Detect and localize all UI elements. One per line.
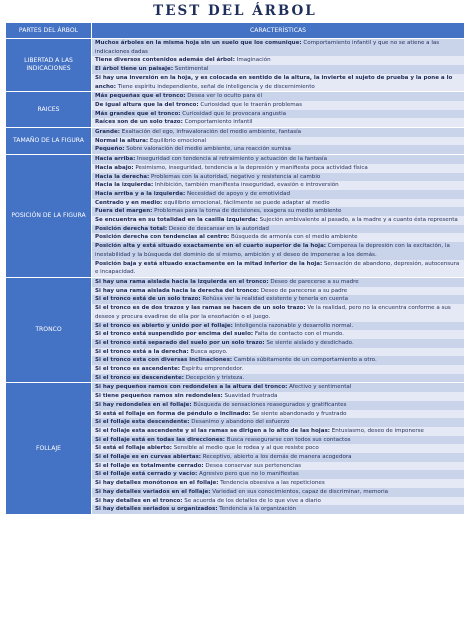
item-condition: Si el follaje es totalmente cerrado:	[95, 462, 204, 469]
item-meaning: Sujeción ambivalente al pasado, a la madre y a cuanto ésta representa	[257, 217, 458, 224]
characteristic-item	[92, 207, 464, 216]
item-meaning: Búsqueda de armonía con el medio ambiente	[229, 234, 358, 241]
item-meaning: Busca apoyo.	[188, 348, 228, 355]
characteristic-item	[92, 92, 464, 101]
document-title: TEST DEL ÁRBOL	[153, 3, 317, 19]
item-meaning: Rehúsa ver la realidad existente y tenerla en cuenta	[200, 296, 348, 303]
item-meaning: Inteligencia razonable y desarrollo normal.	[232, 322, 354, 329]
item-condition: El árbol tiene un paisaje:	[95, 66, 174, 73]
item-condition: Si el tronco es abierto y unido por el follaje:	[95, 322, 233, 329]
item-condition: Si hay redondeles en el follaje:	[95, 401, 192, 408]
item-meaning: Problemas para la toma de decisiones, exagera su medio ambiente	[152, 208, 342, 215]
item-meaning: equilibrio emocional, fácilmente se puede adaptar al medio	[162, 199, 330, 206]
item-condition: Hacia la derecha:	[95, 173, 150, 180]
item-meaning: Comportamiento infantil	[182, 119, 253, 126]
item-meaning: Variedad en sus conocimientos, capaz de discriminar, memoria	[210, 488, 389, 495]
item-condition: Tiene diversos contenidos además del árbol:	[95, 57, 235, 64]
item-condition: Si el tronco está a la derecha:	[95, 348, 189, 355]
characteristic-item	[92, 74, 464, 91]
item-condition: Hacia arriba:	[95, 156, 136, 163]
item-condition: Se encuentra en su totalidad en la casilla izquierda:	[95, 217, 258, 224]
item-meaning: Se siente aislado y desdichado.	[264, 339, 354, 346]
characteristic-item	[92, 242, 464, 259]
item-meaning: Desanimo y abandono del esfuerzo	[189, 419, 290, 426]
item-meaning: Necesidad de apoyo y de emotividad	[185, 190, 290, 197]
characteristic-item	[92, 181, 464, 190]
item-meaning: Tendencia a la organización	[217, 506, 297, 513]
item-meaning: Deseo de parecerse a su madre	[268, 278, 359, 285]
item-meaning: Sobre valoración del medio ambiente, una reacción sumisa	[124, 146, 291, 153]
characteristic-item	[92, 497, 464, 506]
item-meaning: Curiosidad que le provocara angustia	[180, 110, 287, 117]
characteristics-cell	[92, 39, 465, 92]
characteristic-item	[92, 418, 464, 427]
item-meaning: Falta de contacto con el mundo.	[253, 331, 344, 338]
characteristic-item	[92, 155, 464, 164]
item-meaning: Exaltación del ego, infravaloración del medio ambiente, fantasía	[119, 129, 302, 136]
characteristic-item	[92, 39, 464, 56]
item-condition: Si el tronco es de dos trazos y las ramas se hacen de un solo trazo:	[95, 305, 306, 312]
section-raices	[6, 92, 465, 128]
characteristic-item	[92, 216, 464, 225]
characteristic-item	[92, 304, 464, 321]
characteristic-item	[92, 128, 464, 137]
item-meaning: Problemas con la autoridad, negativo y resistencia al cambio	[149, 173, 321, 180]
characteristic-item	[92, 225, 464, 234]
item-meaning: Comportamiento infantil y que no se atiene a las indicaciones dadas	[95, 40, 440, 55]
item-condition: Si hay detalles variados en el follaje:	[95, 488, 211, 495]
item-meaning: Agresivo pero que no lo manifiestas	[197, 471, 299, 478]
item-meaning: Desea ver lo oculto para él	[185, 93, 263, 100]
item-condition: Si el tronco es descendente:	[95, 374, 184, 381]
item-condition: Hacia la izquierda:	[95, 182, 154, 189]
item-condition: Hacia arriba y a la izquierda:	[95, 190, 186, 197]
item-meaning: Pesimismo, inseguridad, tendencia a la depresión y manifiesta poca actividad física	[133, 164, 368, 171]
item-condition: Si está el follaje en forma de péndulo o inclinado:	[95, 410, 251, 417]
table-header-row	[6, 23, 465, 39]
item-condition: Si el follaje está en todas las direcciones:	[95, 436, 225, 443]
item-condition: Si está el follaje abierto:	[95, 445, 172, 452]
characteristic-item	[92, 110, 464, 119]
characteristic-item	[92, 444, 464, 453]
item-condition: Si el tronco esta con diversas inclinaciones:	[95, 357, 233, 364]
category-cell: RAICES	[6, 92, 92, 128]
characteristic-item	[92, 233, 464, 242]
characteristic-item	[92, 190, 464, 199]
characteristic-item	[92, 65, 464, 74]
item-meaning: Ve la realidad, pero no la encuentra conforme a sus deseos y procura evadirse de ella por la ensoñación o el juego.	[95, 305, 451, 320]
characteristics-cell	[92, 92, 465, 128]
item-condition: Hacia abajo:	[95, 164, 134, 171]
characteristic-item	[92, 462, 464, 471]
category-cell: FOLLAJE	[6, 383, 92, 515]
tree-test-table	[5, 22, 465, 515]
characteristic-item	[92, 295, 464, 304]
item-meaning: Deseo de descansar en la autoridad	[167, 225, 269, 232]
characteristics-cell	[92, 155, 465, 278]
item-meaning: Suavidad frustrada	[222, 393, 278, 400]
item-meaning: Espíritu emprendedor.	[179, 366, 244, 373]
item-condition: Si el follaje está cerrado y vacío:	[95, 471, 198, 478]
characteristic-item	[92, 330, 464, 339]
item-meaning: Deseo de parecerse a su padre	[258, 287, 348, 294]
item-condition: Si el tronco está de un solo trazo:	[95, 296, 201, 303]
item-condition: Posición alta y está situado exactamente en el cuarto superior de la hoja:	[95, 243, 327, 250]
item-condition: Pequeño:	[95, 146, 125, 153]
item-meaning: Tiene espíritu independiente, señal de inteligencia y de discernimiento	[115, 83, 315, 90]
item-condition: Si hay una rama aislada hacia la derecha del tronco:	[95, 287, 259, 294]
section-libertad	[6, 39, 465, 92]
characteristics-cell	[92, 383, 465, 515]
item-meaning: Imaginación	[234, 57, 271, 64]
item-meaning: Desea conservar sus pertenencias	[203, 462, 302, 469]
characteristics-cell	[92, 277, 465, 382]
item-condition: Normal la altura:	[95, 137, 149, 144]
characteristic-item	[92, 365, 464, 374]
item-meaning: Inhibición, también manifiesta inseguridad, evasión e introversión	[153, 182, 339, 189]
category-cell: LIBERTAD A LAS INDICACIONES	[6, 39, 92, 92]
characteristic-item	[92, 436, 464, 445]
item-condition: Más grandes que el tronco:	[95, 110, 181, 117]
item-meaning: Búsqueda de sensaciones reasegurados y gratificantes	[191, 401, 347, 408]
item-meaning: Afectivo y sentimental	[287, 384, 352, 391]
item-condition: Si el follaje esta descendente:	[95, 419, 190, 426]
item-meaning: Sentimental	[173, 66, 209, 73]
item-condition: Si tiene pequeños ramos sin redondeles:	[95, 393, 223, 400]
item-condition: Si el tronco está separado del suelo por un solo trazo:	[95, 339, 265, 346]
item-meaning: Equilibrio emocional	[148, 137, 207, 144]
item-meaning: Se siente abandonado y frustrado	[250, 410, 347, 417]
item-condition: Si hay detalles en el tronco:	[95, 497, 183, 504]
characteristic-item	[92, 410, 464, 419]
characteristic-item	[92, 56, 464, 65]
characteristic-item	[92, 164, 464, 173]
item-condition: Si hay detalles seriados u organizados:	[95, 506, 218, 513]
characteristic-item	[92, 383, 464, 392]
item-condition: Si el follaje esta ascendente y si las ramas se dirigen a lo alto de las hojas:	[95, 427, 330, 434]
characteristic-item	[92, 260, 464, 277]
characteristic-item	[92, 356, 464, 365]
item-condition: Grande:	[95, 129, 120, 136]
header-characteristics: CARACTERÍSTICAS	[92, 23, 465, 39]
section-tronco	[6, 277, 465, 382]
item-condition: Si hay una rama aislada hacia la izquierda en el tronco:	[95, 278, 269, 285]
item-meaning: Receptivo, abierto a los demás de manera acogedora	[201, 454, 352, 461]
characteristic-item	[92, 287, 464, 296]
characteristic-item	[92, 479, 464, 488]
characteristic-item	[92, 401, 464, 410]
item-condition: Posición baja y está situado exactamente en la mitad inferior de la hoja:	[95, 260, 323, 267]
characteristic-item	[92, 322, 464, 331]
item-condition: Más pequeñas que el tronco:	[95, 93, 186, 100]
characteristic-item	[92, 505, 464, 514]
item-condition: Fuera del margen:	[95, 208, 153, 215]
characteristic-item	[92, 392, 464, 401]
item-meaning: Sensible al medio que le rodea y al que resiste poco	[171, 445, 319, 452]
item-meaning: Cambia súbitamente de un comportamiento a otro.	[232, 357, 377, 364]
header-parts: PARTES DEL ÁRBOL	[6, 23, 92, 39]
characteristic-item	[92, 488, 464, 497]
item-meaning: Curiosidad que le traerán problemas	[198, 101, 302, 108]
characteristic-item	[92, 348, 464, 357]
item-condition: Si hay pequeños ramos con redondeles a la altura del tronco:	[95, 384, 288, 391]
item-meaning: Decepción y tristeza.	[183, 374, 245, 381]
item-condition: Si hay una inversión en la hoja, y es colocada en sentido de la altura, la invierte el sujeto de prueba y la pone a lo ancho:	[95, 74, 453, 90]
characteristic-item	[92, 374, 464, 383]
characteristics-cell	[92, 128, 465, 155]
item-condition: Si el follaje es en curvas abiertas:	[95, 454, 202, 461]
item-meaning: Sensación de abandono, depresión, autocensura e incapacidad.	[95, 260, 460, 276]
characteristic-item	[92, 453, 464, 462]
category-cell: TRONCO	[6, 277, 92, 382]
characteristic-item	[92, 427, 464, 436]
item-meaning: Inseguridad con tendencia al retraimiento y actuación de la fantasía	[135, 156, 327, 163]
item-meaning: Busca reasegurarse con todos sus contactos	[225, 436, 351, 443]
characteristic-item	[92, 278, 464, 287]
characteristic-item	[92, 118, 464, 127]
characteristic-item	[92, 339, 464, 348]
item-condition: De igual altura que la del tronco:	[95, 101, 199, 108]
item-meaning: Tendencia obsesiva a las repeticiones	[218, 480, 325, 487]
item-condition: Posición derecha con tendencias al centro:	[95, 234, 230, 241]
characteristic-item	[92, 145, 464, 154]
characteristic-item	[92, 470, 464, 479]
item-condition: Centrado y en medio:	[95, 199, 163, 206]
item-condition: Si el tronco está suspendido por encima del suelo:	[95, 331, 254, 338]
characteristic-item	[92, 199, 464, 208]
category-cell: TAMAÑO DE LA FIGURA	[6, 128, 92, 155]
section-follaje	[6, 383, 465, 515]
section-tamano	[6, 128, 465, 155]
category-cell: POSICIÓN DE LA FIGURA	[6, 155, 92, 278]
item-condition: Muchos árboles en la misma hoja sin un suelo que los comunique:	[95, 40, 302, 46]
item-condition: Si hay detalles monótonos en el follaje:	[95, 480, 219, 487]
item-meaning: Compensa la depresión con la excitación, la inestabilidad y la búsqueda del dominio de sí mismo, ambición y el deseo de imponerse a los demás.	[95, 243, 450, 258]
item-condition: Posición derecha total:	[95, 225, 168, 232]
item-condition: Raíces son de un solo trazo:	[95, 119, 183, 126]
item-meaning: Entusiasmo, deseo de imponerse	[329, 427, 424, 434]
section-posicion	[6, 155, 465, 278]
characteristic-item	[92, 173, 464, 182]
characteristic-item	[92, 101, 464, 110]
item-condition: Si el tronco es ascendente:	[95, 366, 180, 373]
characteristic-item	[92, 137, 464, 146]
item-meaning: Se acuerda de los detalles de lo que vive a diario	[182, 497, 321, 504]
